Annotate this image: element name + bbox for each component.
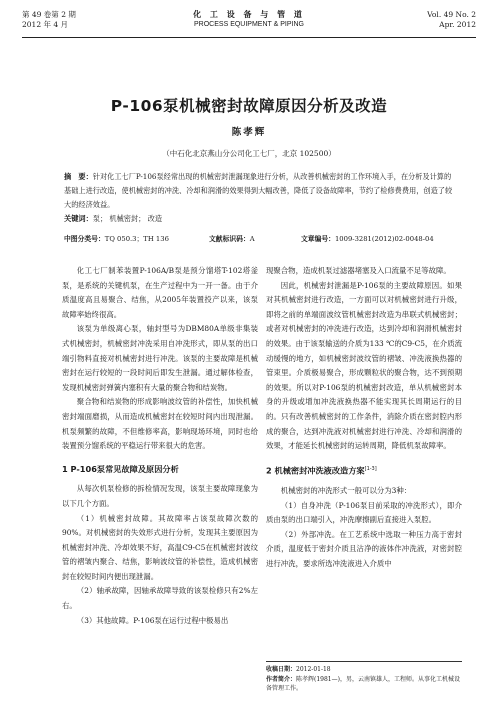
journal-name-en: PROCESS EQUIPMENT & PIPING [194, 21, 304, 28]
abstract-label: 摘 要： [64, 172, 93, 181]
clc-field [64, 234, 169, 244]
keywords-text: 泵； 机械密封； 改造 [92, 214, 163, 223]
header-right [427, 10, 476, 30]
section-heading-2 [266, 462, 462, 478]
article-affiliation: （中石化北京燕山分公司化工七厂，北京 102500） [162, 149, 336, 158]
paragraph: 因此，机械密封泄漏是P-106泵的主要故障原因。如果对其机械密封进行改造，一方面可以对机械密封进行升级，即将之前的单端面波纹管机械密封改造为串联式机械密封；或者对机械密封的冲洗进行改造，达到冷却和润滑机械密封的效果。由于该泵输送的介质为133 ℃的C9-C5，在介质流动缓慢的地方，如机械密封波纹管的褶皱、冲洗液换热器的管束里。介质极易聚合，形成颗粒状的聚合物，达不到预期的效果。所以对P-106泵的机械密封改造，单从机械密封本身的升级或增加冲洗液换热器不能实现其长周期运行的目的。只有改善机械密封的工作条件，消除介质在密封腔内形成的聚合，达到冲洗液对机械密封进行冲洗、冷却和润滑的效果，才能延长机械密封的运转周期，降低机泵故障率。 [266, 280, 462, 451]
doc-code-field [209, 234, 255, 244]
left-column [62, 264, 258, 628]
paragraph: 聚合物和结炭物的形成影响波纹管的补偿性，加快机械密封端面磨损，从而造成机械密封在较短时间内出现泄漏。机泵频繁的故障，不但维修率高，影响现场环境，同时也给装置预分馏系统的平稳运行带来很大的危害。 [62, 397, 258, 451]
author-bio-label: 作者简介： [266, 675, 297, 683]
paragraph: 从每次机泵检修的拆检情况发现，该泵主要故障现象为以下几个方面。 [62, 484, 258, 508]
abstract-text: 针对化工七厂P-106泵经常出现的机械密封泄漏现象进行分析，从改善机械密封的工作环境入手，在分析及计算的基础上进行改造，使机械密封的冲洗、冷却和润滑的效果得到大幅改善，降低了设备故障率，节约了检修费费用，创造了较大的经济效益。 [64, 172, 453, 209]
article-id-value: 1009-3281(2012)02-0048-04 [334, 235, 434, 243]
abstract [64, 170, 454, 212]
keywords-label: 关键词： [64, 214, 93, 223]
keywords [64, 212, 454, 226]
citation-ref: [1-3] [364, 465, 377, 472]
section-heading-1: 1 P-106泵常见故障及原因分析 [62, 463, 179, 474]
header-center [22, 10, 476, 30]
doc-code-label: 文献标识码： [209, 235, 250, 243]
right-column [266, 264, 462, 572]
doc-code-value: A [249, 235, 255, 243]
journal-name-cn: 化 工 设 备 与 管 道 [193, 10, 305, 19]
received-label: 收稿日期： [266, 666, 297, 673]
volume-en: Vol. 49 No. 2 [427, 10, 476, 19]
paragraph: （1）机械密封故障。其故障率占该泵故障次数的90%。对机械密封的失效形式进行分析，发现其主要原因为机械密封冲洗、冷却效果不好，高温C9-C5在机械密封波纹管的褶皱内聚合、结焦，影响波纹管的补偿性，造成机械密封在较短时间内便出现泄漏。 [62, 513, 258, 581]
running-header [22, 10, 476, 36]
clc-label: 中图分类号： [64, 235, 105, 243]
paragraph: 机械密封的冲洗形式一般可以分为3种： [280, 486, 412, 496]
received-date [266, 665, 462, 675]
received-value: 2012-01-18 [296, 666, 331, 673]
date-cn: 2012 年 4 月 [22, 20, 69, 29]
section-heading-2-text: 2 机械密封冲洗液改造方案 [266, 465, 365, 476]
paragraph: （3）其他故障。P-106泵在运行过程中极易出 [76, 615, 229, 625]
article-id-label: 文章编号： [301, 235, 335, 243]
paragraph: （2）外部冲洗。在工艺系统中选取一种压力高于密封介质，温度低于密封介质且沾净的液体作冲洗液，对密封腔进行冲洗，要求所选冲洗液进入介质中 [266, 529, 462, 569]
paragraph: 化工七厂制苯装置P-106A/B泵是预分馏塔T-102塔釜泵，是系统的关键机泵，在生产过程中为一开一备。由于介质温度高且易聚合、结焦，从2005年装置投产以来，该泵故障率始终很高。 [62, 266, 258, 319]
author-bio [266, 675, 462, 694]
article-author: 陈孝辉 [231, 127, 267, 138]
paragraph: （2）轴承故障，因轴承故障导致的该泵检修只有2%左右。 [62, 586, 258, 611]
header-rule [22, 37, 476, 38]
paragraph: （1）自身冲洗（P-106泵目前采取的冲洗形式），即介质由泵的出口端引入，冲洗摩擦副后直接进入泵腔。 [266, 500, 462, 525]
paragraph: 现聚合物，造成机泵过滤器堵塞及入口流量不足等故障。 [266, 266, 451, 275]
paragraph: 该泵为单级离心泵，轴封型号为DBM80A单级非集装式机械密封，机械密封冲洗采用自冲洗形式，即从泵的出口端引物料直接对机械密封进行冲洗。该泵的主要故障是机械密封在运行较短的一段时间后即发生泄漏。通过解体检查，发现机械密封弹簧内塞积有大量的聚合物和结炭物。 [62, 324, 258, 392]
author-bio-text: 陈孝辉(1981—)，男，云南镇雄人，工程师。从事化工机械设备管理工作。 [266, 675, 460, 692]
footnote [266, 661, 462, 694]
abstract-block [64, 170, 454, 226]
clc-value: TQ 050.3；TH 136 [104, 235, 169, 243]
date-en: Apr. 2012 [439, 20, 476, 29]
article-id-field [301, 234, 434, 244]
article-title: P-106泵机械密封故障原因分析及改造 [110, 97, 388, 115]
issue-cn: 第 49 卷第 2 期 [22, 10, 76, 19]
